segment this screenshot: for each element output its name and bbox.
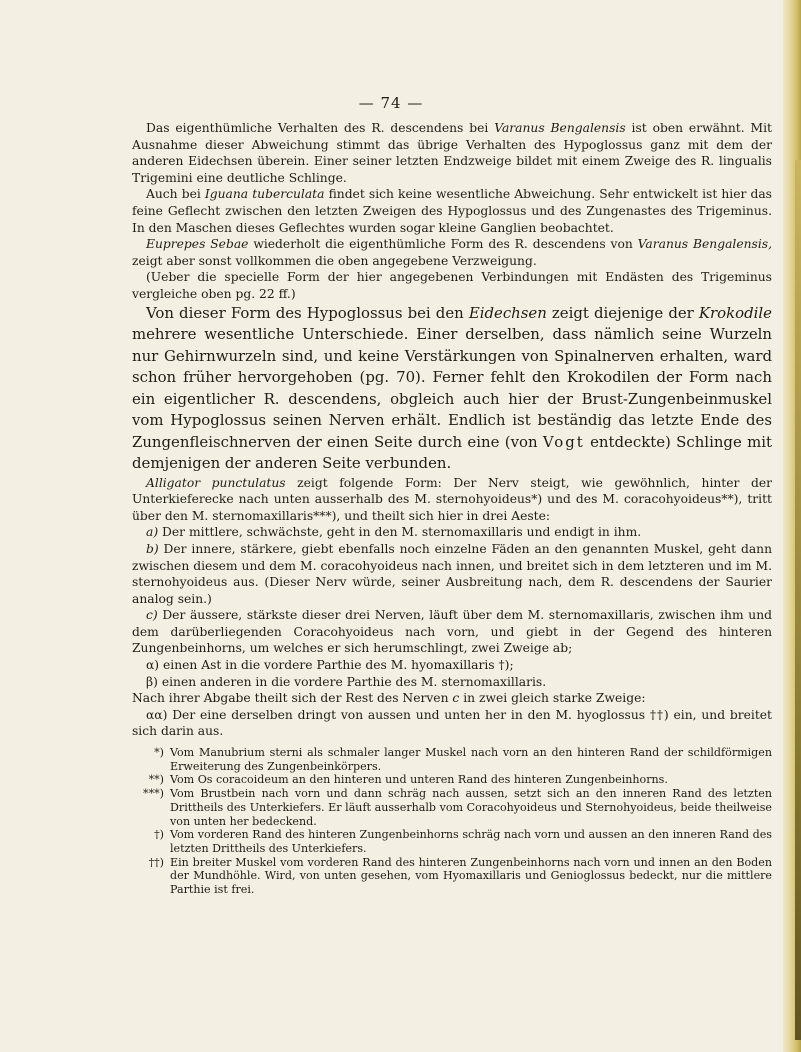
italic-text: Varanus Bengalensis (494, 121, 626, 135)
paragraph-p1 (132, 120, 772, 186)
paragraph-p13 (132, 707, 772, 740)
text-run: Das eigenthümliche Verhalten des R. descendens bei (146, 121, 495, 135)
page-content (132, 120, 772, 897)
text-run: zeigt diejenige der (546, 303, 699, 322)
spaced-name: Vogt (542, 432, 585, 451)
text-run: zeigt folgende Form: Der Nerv steigt, wie gewöhnlich, hinter der Unterkieferecke nach unten ausserhalb des M. sternohyoideus*) und des M. coracohyoideus**), tritt über den M. sternomaxillaris***), und theilt sich hier in drei Aeste: (132, 475, 772, 523)
text-run: (Ueber die specielle Form der hier angegebenen Verbindungen mit Endästen des Trigeminus vergleiche oben pg. 22 ff.) (132, 270, 772, 301)
page-edge-shadow (795, 160, 801, 1040)
text-run: Nach ihrer Abgabe theilt sich der Rest des Nerven (132, 691, 453, 706)
text-run: Der äussere, stärkste dieser drei Nerven, läuft über dem M. sternomaxillaris, zwischen ihm und dem darüberliegenden Coracohyoideus nach vorn, und giebt in der Gegend des hinteren Zungenbeinhorns, um welches er sich herumschlingt, zwei Zweige ab; (132, 608, 772, 656)
text-run: ist oben erwähnt. Mit Ausnahme dieser Abweichung stimmt das übrige Verhalten des Hypoglossus ganz mit dem der anderen Eidechsen überein. Einer seiner letzten Endzweige bildet mit einem Zweige des R. lingualis Trigemini eine deutliche Schlinge. (132, 121, 772, 185)
paragraph-p10 (132, 657, 772, 674)
italic-text: b) (146, 541, 159, 556)
footnotes (132, 746, 772, 897)
footnote (132, 828, 772, 855)
footnote-text: Vom Brustbein nach vorn und dann schräg nach aussen, setzt sich an den inneren Rand des letzten Drittheils des Unterkiefers. Er läuft ausserhalb vom Coracohyoideus und Sternohyoideus, beide theilweise von unten her bedeckend. (170, 787, 772, 828)
italic-text: Eidechsen (468, 303, 547, 322)
paragraph-p8 (132, 541, 772, 607)
footnote (132, 856, 772, 897)
footnote (132, 746, 772, 773)
text-run: Auch bei (146, 187, 205, 202)
paragraph-p7 (132, 524, 772, 541)
text-run: wiederholt die eigenthümliche Form des R. descendens von (248, 237, 638, 252)
footnote-text: Vom vorderen Rand des hinteren Zungenbeinhorns schräg nach vorn und aussen an den inneren Rand des letzten Drittheils des Unterkiefers. (170, 828, 772, 855)
footnote-mark: ***) (143, 787, 164, 801)
text-run: Von dieser Form des Hypoglossus bei den (146, 303, 469, 322)
italic-text: c (452, 691, 460, 706)
text-run: in zwei gleich starke Zweige: (459, 691, 646, 706)
footnote-mark: ††) (148, 855, 164, 869)
italic-text: c) (146, 608, 158, 623)
body-text (132, 120, 772, 740)
footnote-text: Vom Os coracoideum an den hinteren und unteren Rand des hinteren Zungenbeinhorns. (170, 773, 668, 787)
text-run: Der mittlere, schwächste, geht in den M. sternomaxillaris und endigt in ihm. (158, 525, 642, 540)
italic-text: a) (146, 525, 159, 540)
paragraph-p12 (132, 690, 772, 707)
paragraph-p4 (132, 269, 772, 302)
paragraph-p2 (132, 186, 772, 236)
footnote-mark: *) (154, 746, 164, 760)
page-number-header: — 74 — (358, 94, 424, 112)
text-run: findet sich keine wesentliche Abweichung. Sehr entwickelt ist hier das feine Geflecht zwischen den letzten Zweigen des Hypoglossus und des Zungenastes des Trigeminus. In den Maschen dieses Geflechtes wurden sogar kleine Ganglien beobachtet. (132, 187, 772, 235)
italic-text: Iguana tuberculata (204, 187, 325, 202)
italic-text: Varanus Bengalensis, (637, 237, 773, 252)
text-run: zeigt aber sonst vollkommen die oben angegebene Verzweigung. (132, 253, 537, 268)
footnote-text: Vom Manubrium sterni als schmaler langer Muskel nach vorn an den hinteren Rand der schildförmigen Erweiterung des Zungenbeinkörpers. (170, 746, 772, 773)
italic-text: Krokodile (698, 303, 772, 322)
footnote-mark: †) (154, 828, 164, 842)
text-run: β) einen anderen in die vordere Parthie des M. sternomaxillaris. (146, 674, 547, 689)
paragraph-p5 (132, 303, 772, 475)
text-run: αα) Der eine derselben dringt von aussen und unten her in den M. hyoglossus ††) ein, und breitet sich darin aus. (132, 707, 772, 739)
italic-text: Euprepes Sebae (146, 237, 249, 252)
paragraph-p3 (132, 236, 772, 269)
footnote-mark: **) (148, 773, 164, 787)
text-run: entdeckte) Schlinge mit demjenigen der anderen Seite verbunden. (132, 432, 772, 473)
footnote-text: Ein breiter Muskel vom vorderen Rand des hinteren Zungenbeinhorns nach vorn und innen an den Boden der Mundhöhle. Wird, von unten gesehen, vom Hyomaxillaris und Genioglossus bedeckt, nur die mittlere Parthie ist frei. (170, 855, 772, 897)
footnote (132, 787, 772, 828)
text-run: mehrere wesentliche Unterschiede. Einer derselben, dass nämlich seine Wurzeln nur Gehirnwurzeln sind, und keine Verstärkungen von Spinalnerven erhalten, ward schon früher hervorgehoben (pg. 70). Ferner fehlt den Krokodilen der Form nach ein eigentlicher R. descendens, obgleich auch hier der Brust-Zungenbeinmuskel vom Hypoglossus seinen Nerven erhält. Endlich ist beständig das letzte Ende des Zungenfleischnerven der einen Seite durch eine (von (132, 325, 772, 451)
paragraph-p9 (132, 607, 772, 657)
text-run: α) einen Ast in die vordere Parthie des M. hyomaxillaris †); (146, 658, 514, 673)
italic-text: Alligator punctulatus (146, 475, 286, 490)
text-run: Der innere, stärkere, giebt ebenfalls noch einzelne Fäden an den genannten Muskel, geht dann zwischen diesem und dem M. coracohyoideus nach innen, und breitet sich in dem letzteren und im M. sternohyoideus aus. (Dieser Nerv würde, seiner Ausbreitung nach, dem R. descendens der Saurier analog sein.) (132, 541, 772, 606)
paragraph-p11 (132, 674, 772, 691)
paragraph-p6 (132, 475, 772, 525)
footnote (132, 773, 772, 787)
